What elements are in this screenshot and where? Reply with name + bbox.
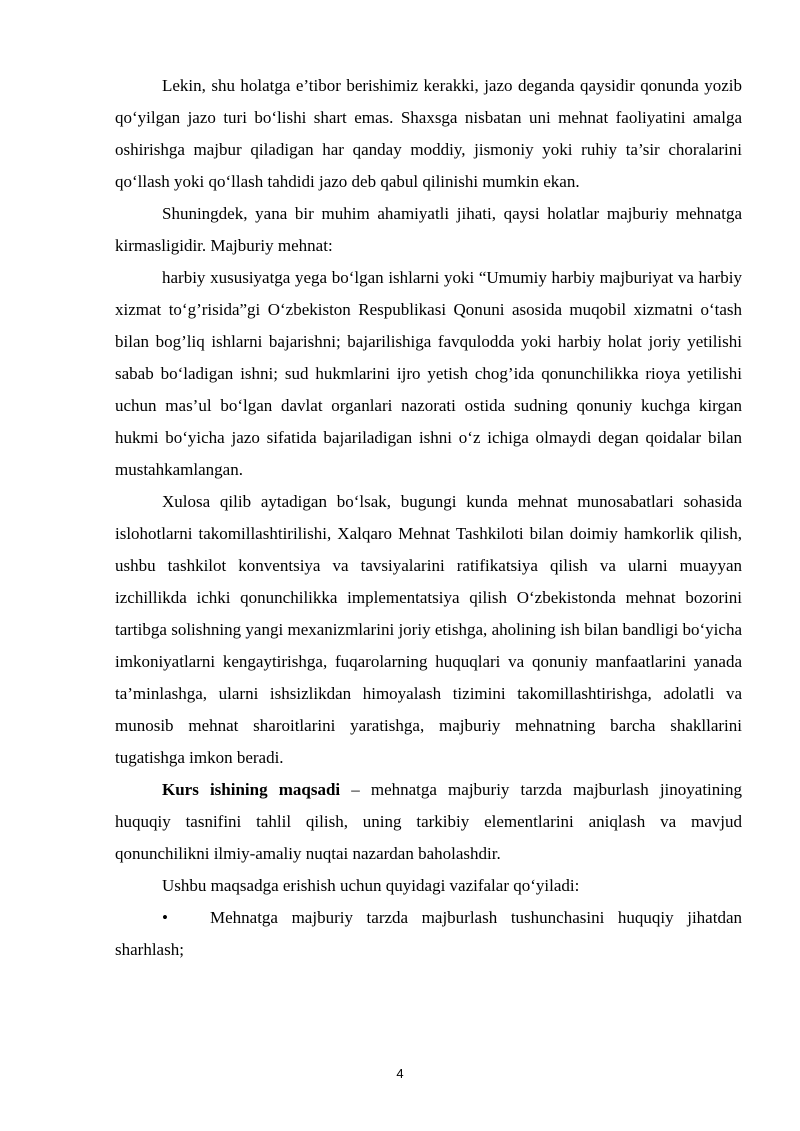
bullet-icon: •: [162, 908, 168, 927]
paragraph-forced-labor-exclusions-intro: Shuningdek, yana bir muhim ahamiyatli jihati, qaysi holatlar majburiy mehnatga kirmasligidir. Majburiy mehnat:: [115, 204, 742, 255]
paragraph-punishment-definition: Lekin, shu holatga e’tibor berishimiz kerakki, jazo deganda qaysidir qonunda yozib qo‘yilgan jazo turi bo‘lishi shart emas. Shaxsga nisbatan uni mehnat faoliyatini amalga oshirishga majbur qiladigan har qanday moddiy, jismoniy yoki ruhiy ta’sir choralarini qo‘llash yoki qo‘llash tahdidi jazo deb qabul qilinishi mumkin ekan.: [115, 76, 742, 191]
document-page: [115, 70, 742, 966]
task-text: Mehnatga majburiy tarzda majburlash tushunchasini huquqiy jihatdan sharhlash;: [115, 908, 742, 959]
paragraph-conclusion: Xulosa qilib aytadigan bo‘lsak, bugungi kunda mehnat munosabatlari sohasida islohotlarni takomillashtirilishi, Xalqaro Mehnat Tashkiloti bilan doimiy hamkorlik qilish, ushbu tashkilot konventsiya va tavsiyalarini ratifikatsiya qilish va ularni muayyan izchillikda ichki qonunchilikka implementatsiya qilish O‘zbekistonda mehnat bozorini tartibga solishning yangi mexanizmlarini joriy etishga, aholining ish bilan bandligi bo‘yicha imkoniyatlarni kengaytirishga, fuqarolarning huquqlari va qonuniy manfaatlarini yanada ta’minlashga, ularni ishsizlikdan himoyalash tizimini takomillashtirishga, adolatli va munosib mehnat sharoitlarini yaratishga, majburiy mehnatning barcha shakllarini tugatishga imkon beradi.: [115, 492, 742, 767]
paragraph-tasks-intro: Ushbu maqsadga erishish uchun quyidagi vazifalar qo‘yiladi:: [162, 876, 580, 895]
task-list-item: [115, 902, 742, 966]
page-number: 4: [396, 1066, 404, 1081]
course-aim-text: – mehnatga majburiy tarzda majburlash jinoyatining huquqiy tasnifini tahlil qilish, uning tarkibiy elementlarini aniqlash va mavjud qonunchilikni ilmiy-amaliy nuqtai nazardan baholashdir.: [115, 780, 742, 863]
paragraph-forced-labor-exclusions: harbiy xususiyatga yega bo‘lgan ishlarni yoki “Umumiy harbiy majburiyat va harbiy xizmat to‘g’risida”gi O‘zbekiston Respublikasi Qonuni asosida muqobil xizmatni o‘tash bilan bog’liq ishlarni bajarishni; bajarilishiga favqulodda yoki harbiy holat joriy yetilishi sabab bo‘ladigan ishni; sud hukmlarini ijro yetish chog’ida qonunchilikka rioya yetilishi uchun mas’ul bo‘lgan davlat organlari nazorati ostida sudning qonuniy kuchga kirgan hukmi bo‘yicha jazo sifatida bajariladigan ishni o‘z ichiga olmaydi degan qoidalar bilan mustahkamlangan.: [115, 268, 742, 479]
paragraph-course-aim: [115, 774, 742, 870]
course-aim-label: Kurs ishining maqsadi: [162, 780, 341, 799]
